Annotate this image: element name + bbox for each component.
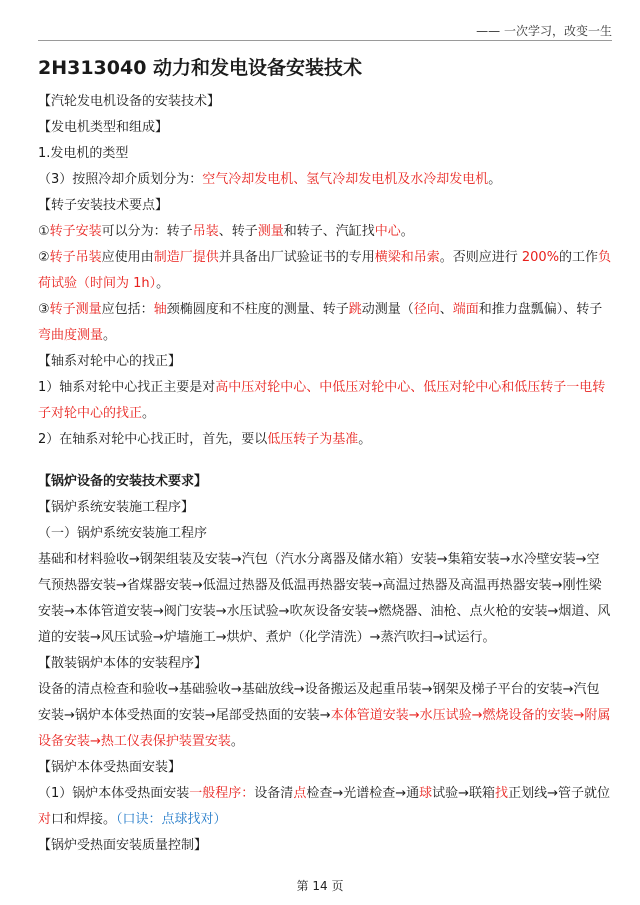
text-run: 基础和材料验收→钢架组装及安装→汽包（汽水分离器及储水箱）安装→集箱安装→水冷壁安装→空气预热器安装→省煤器安装→低温过热器及低温再热器安装→高温过热器及高温再热器安装→刚性梁安装→本体管道安装→阀门安装→水压试验→吹灰设备安装→燃烧器、油枪、点火枪的安装→烟道、风道的安装→风压试验→炉墙施工→烘炉、煮炉（化学清洗）→蒸汽吹扫→试运行。	[38, 552, 611, 645]
text-run: 检查→光谱检查→通	[306, 786, 420, 801]
text-run: 和转子、汽缸找	[283, 224, 375, 239]
highlight-text: 端面	[452, 302, 479, 317]
text-run: 动测量（	[361, 302, 414, 317]
highlight-text: 制造厂提供	[153, 250, 219, 265]
text-run: 【转子安装技术要点】	[38, 198, 169, 213]
document-body	[38, 53, 612, 859]
highlight-text: 转子吊装	[49, 250, 102, 265]
text-run: 【散装锅炉本体的安装程序】	[38, 656, 208, 671]
highlight-text: 低压转子为基准	[267, 432, 359, 447]
paragraph	[38, 677, 612, 755]
text-run: 和推力盘瓢偏）、转子	[478, 302, 603, 317]
highlight-text: 转子安装	[49, 224, 102, 239]
highlight-text: 轴	[153, 302, 167, 317]
text-run: 设备的清点检查和验收→基础验收→基础放线→设备搬运及起重吊装→钢架及梯子平台的安装→汽包安装→锅炉本体受热面的安装→尾部受热面的安装→	[38, 682, 600, 723]
highlight-text: 本体管道安装→水压试验→燃烧设备的安装→附属设备安装→热工仪表保护装置安装	[38, 708, 611, 749]
paragraph	[38, 375, 612, 427]
text-run: ①	[38, 224, 50, 239]
header-slogan: —— 一次学习，改变一生	[476, 24, 612, 38]
text-run: 【发电机类型和组成】	[38, 120, 169, 135]
paragraph	[38, 651, 612, 677]
text-run: 的工作	[559, 250, 599, 265]
text-run: 颈椭圆度和不柱度的测量、转子	[166, 302, 349, 317]
paragraph	[38, 521, 612, 547]
text-run: 应使用由	[101, 250, 154, 265]
highlight-text: 一般程序：	[189, 786, 255, 801]
highlight-text: 负荷试验	[38, 250, 612, 291]
text-run: ②	[38, 250, 50, 265]
text-run: ③	[38, 302, 50, 317]
paragraph	[38, 427, 612, 453]
highlight-text: 转子测量	[49, 302, 102, 317]
highlight-text: 找	[495, 786, 509, 801]
section-title: 2H313040 动力和发电设备安装技术	[38, 57, 363, 79]
page-number: 第 14 页	[296, 879, 344, 893]
paragraph-list	[38, 89, 612, 859]
text-run: （1）锅炉本体受热面安装	[38, 786, 190, 801]
text-run: （一）锅炉系统安装施工程序	[38, 526, 208, 541]
highlight-text: 横梁和吊索	[374, 250, 440, 265]
text-run: 。	[230, 734, 244, 749]
text-run: 。	[156, 276, 170, 291]
highlight-text: 对	[38, 812, 52, 827]
highlight-text: 测量	[257, 224, 284, 239]
paragraph	[38, 141, 612, 167]
highlight-text: 200%	[521, 250, 560, 265]
text-run: 1.发电机的类型	[38, 146, 129, 161]
text-run: 。	[358, 432, 372, 447]
text-run: 。否则应进行	[439, 250, 522, 265]
highlight-text: （时间为 1h）	[77, 276, 157, 291]
paragraph	[38, 755, 612, 781]
text-run: 。	[142, 406, 156, 421]
paragraph	[38, 89, 612, 115]
text-run: 【锅炉本体受热面安装】	[38, 760, 182, 775]
text-run: 2）在轴系对轮中心找正时，首先，要以	[38, 432, 268, 447]
text-run: 【轴系对轮中心的找正】	[38, 354, 182, 369]
highlight-text: 弯曲度测量	[38, 328, 104, 343]
text-run: （3）按照冷却介质划分为：	[38, 172, 203, 187]
text-run: 。	[103, 328, 117, 343]
text-run: 【锅炉系统安装施工程序】	[38, 500, 195, 515]
paragraph	[38, 469, 612, 495]
text-run: 。	[488, 172, 502, 187]
text-run: 并具备出厂试验证书的专用	[218, 250, 375, 265]
highlight-text: 球	[419, 786, 433, 801]
text-run: 、	[439, 302, 453, 317]
highlight-text: 中心	[374, 224, 401, 239]
paragraph	[38, 349, 612, 375]
paragraph	[38, 833, 612, 859]
text-run: 设备清	[254, 786, 294, 801]
paragraph	[38, 495, 612, 521]
paragraph	[38, 115, 612, 141]
paragraph	[38, 781, 612, 833]
header-divider	[38, 40, 612, 41]
paragraph	[38, 547, 612, 651]
highlight-text: 空气冷却发电机、氢气冷却发电机及水冷却发电机	[202, 172, 489, 187]
highlight-text: 点	[293, 786, 307, 801]
text-run: 可以分为：转子	[101, 224, 193, 239]
text-run: 应包括：	[101, 302, 154, 317]
text-run: 【汽轮发电机设备的安装技术】	[38, 94, 221, 109]
highlight-text: 高中压对轮中心、中低压对轮中心、低压对轮中心和低压转子一电转子对轮中心的找正	[38, 380, 606, 421]
text-run: 【锅炉受热面安装质量控制】	[38, 838, 208, 853]
highlight-text: 跳	[348, 302, 362, 317]
text-run: 。	[400, 224, 414, 239]
text-run: 正划线→管子就位	[508, 786, 610, 801]
highlight-text: 吊装	[192, 224, 219, 239]
paragraph	[38, 167, 612, 193]
text-run: 【锅炉设备的安装技术要求】	[38, 474, 208, 489]
highlight-text: 径向	[413, 302, 440, 317]
paragraph	[38, 297, 612, 349]
paragraph	[38, 245, 612, 297]
paragraph-gap	[38, 453, 612, 469]
paragraph	[38, 193, 612, 219]
mnemonic-text: （口诀：点球找对）	[116, 812, 227, 827]
paragraph	[38, 219, 612, 245]
text-run: 1）轴系对轮中心找正主要是对	[38, 380, 216, 395]
text-run: 、转子	[218, 224, 258, 239]
text-run: 试验→联箱	[432, 786, 496, 801]
text-run: 口和焊接。	[51, 812, 117, 827]
